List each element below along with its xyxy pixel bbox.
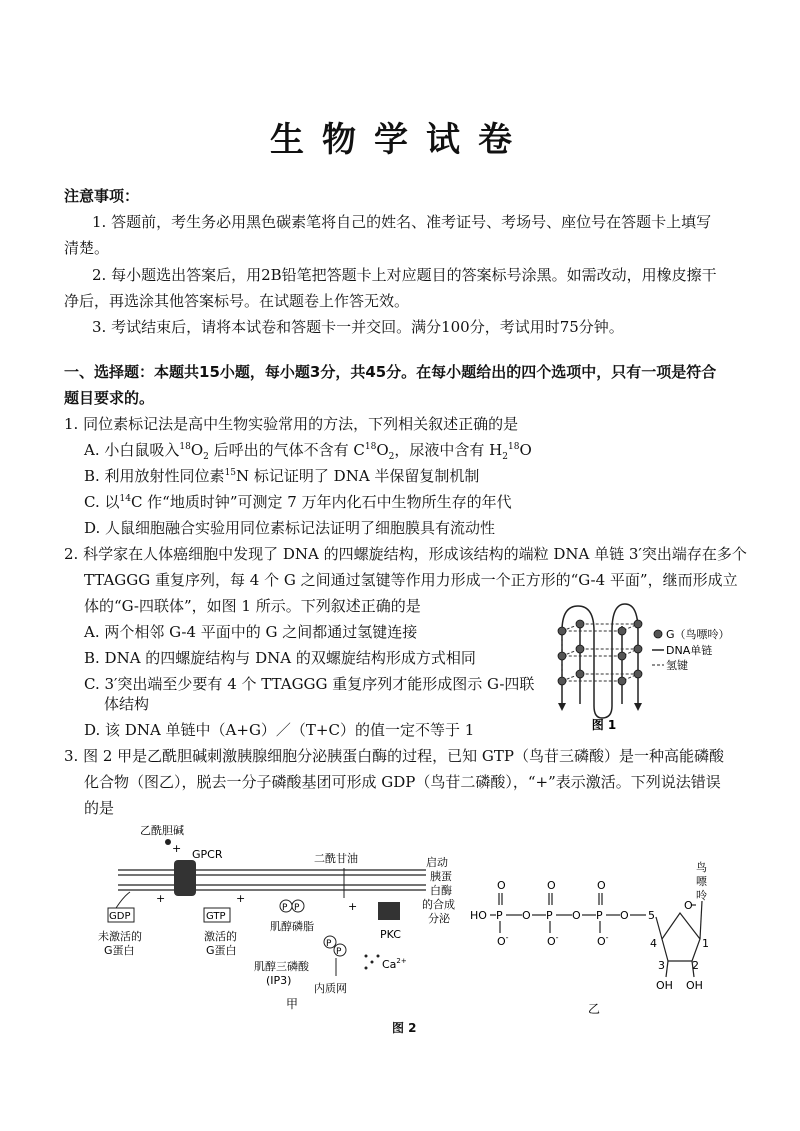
section-1-heading: 一、选择题：本题共15小题，每小题3分，共45分。在每小题给出的四个选项中，只有一项是符合 <box>64 363 717 381</box>
svg-text:的合成: 的合成 <box>422 898 455 911</box>
q2-option-a: A. 两个相邻 G-4 平面中的 G 之间都通过氢键连接 <box>84 623 418 641</box>
figure-1-caption: 图 1 <box>591 718 617 732</box>
er-label: 内质网 <box>314 982 347 995</box>
svg-text:G蛋白: G蛋白 <box>104 944 135 957</box>
q2-stem-2: TTAGGG 重复序列，每 4 个 G 之间通过氢键等作用力形成一个正方形的“G-4 平面”，继而形成立 <box>84 571 738 589</box>
svg-text:2: 2 <box>692 959 699 972</box>
dag-label: 二酰甘油 <box>314 852 358 865</box>
q3-stem-2: 化合物（图乙），脱去一分子磷酸基团可形成 GDP（鸟苷二磷酸），“+”表示激活。下列说法错误 <box>84 773 721 791</box>
ip3-label: 肌醇三磷酸 <box>254 960 309 973</box>
gpcr-label: GPCR <box>192 848 223 861</box>
svg-text:O: O <box>597 879 606 892</box>
svg-text:分泌: 分泌 <box>428 912 450 925</box>
notice-item-2-cont: 净后，再选涂其他答案标号。在试题卷上作答无效。 <box>64 292 410 310</box>
q2-option-c-cont: 体结构 <box>104 695 150 713</box>
q1-option-a: A. 小白鼠吸入$^{18}O_2$ 后呼出的气体不含有 $C^{18}O_2$，尿液中含有 $H_2^{18}O$ <box>84 441 532 462</box>
figure-1-g-quadruplex <box>540 596 740 736</box>
figure-2-caption: 图 2 <box>392 1021 417 1035</box>
svg-text:O-: O- <box>597 933 609 948</box>
notice-item-1: 1. 答题前，考生务必用黑色碳素笔将自己的姓名、准考证号、考场号、座位号在答题卡上填写 <box>92 213 712 231</box>
svg-text:5: 5 <box>648 909 655 922</box>
svg-text:OH: OH <box>656 979 673 992</box>
figure-2-label-yi: 乙 <box>588 1002 601 1015</box>
svg-text:+: + <box>236 892 246 905</box>
svg-text:P: P <box>336 947 342 957</box>
svg-text:+: + <box>156 892 166 905</box>
svg-text:启动: 启动 <box>426 856 448 869</box>
notice-heading: 注意事项： <box>64 187 140 205</box>
gpcr-receptor-icon <box>174 860 196 896</box>
ca-label: $Ca^{2+}$ <box>382 957 407 971</box>
q2-option-c: C. 3′突出端至少要有 4 个 TTAGGG 重复序列才能形成图示 G-四联 <box>84 675 535 693</box>
svg-text:O: O <box>547 879 556 892</box>
svg-text:O-: O- <box>547 933 559 948</box>
q1-option-d: D. 人鼠细胞融合实验用同位素标记法证明了细胞膜具有流动性 <box>84 519 496 537</box>
svg-text:胰蛋: 胰蛋 <box>430 870 452 883</box>
page-title: 生物学试卷 <box>270 120 530 160</box>
svg-text:1: 1 <box>702 937 709 950</box>
svg-text:(IP3): (IP3) <box>266 974 292 987</box>
svg-text:P: P <box>282 903 288 913</box>
svg-text:4: 4 <box>650 937 657 950</box>
gdp-label: GDP <box>109 911 131 922</box>
svg-text:P: P <box>546 909 553 922</box>
q1-stem: 1. 同位素标记法是高中生物实验常用的方法，下列相关叙述正确的是 <box>64 415 519 433</box>
svg-text:O: O <box>572 909 581 922</box>
q2-option-d: D. 该 DNA 单链中（A+G）／（T+C）的值一定不等于 1 <box>84 721 475 739</box>
svg-text:P: P <box>326 939 332 949</box>
ach-label: 乙酰胆碱 <box>140 824 184 837</box>
svg-text:HO: HO <box>470 909 487 922</box>
svg-text:+: + <box>348 900 358 913</box>
svg-text:鸟: 鸟 <box>696 861 707 874</box>
q3-stem-1: 3. 图 2 甲是乙酰胆碱刺激胰腺细胞分泌胰蛋白酶的过程，已知 GTP（鸟苷三磷酸）是一种高能磷酸 <box>64 747 725 765</box>
q2-stem-3: 体的“G-四联体”，如图 1 所示。下列叙述正确的是 <box>84 597 421 615</box>
q2-option-b: B. DNA 的四螺旋结构与 DNA 的双螺旋结构形成方式相同 <box>84 649 476 667</box>
ach-molecule-icon <box>165 839 171 845</box>
svg-text:G蛋白: G蛋白 <box>206 944 237 957</box>
notice-item-2: 2. 每小题选出答案后，用2B铅笔把答题卡上对应题目的答案标号涂黑。如需改动，用橡皮擦干 <box>92 266 717 284</box>
svg-text:OH: OH <box>686 979 703 992</box>
legend-hbond-label: 氢键 <box>666 659 688 672</box>
pkc-icon <box>378 902 400 920</box>
q1-option-b: B. 利用放射性同位素$^{15}$N 标记证明了 DNA 半保留复制机制 <box>84 467 480 485</box>
figure-2-yi-gtp-structure <box>470 855 750 1015</box>
q2-stem-1: 2. 科学家在人体癌细胞中发现了 DNA 的四螺旋结构，形成该结构的端粒 DNA 单链 3′突出端存在多个 <box>64 545 747 563</box>
svg-text:呤: 呤 <box>696 889 707 902</box>
legend-dna-label: DNA单链 <box>666 644 713 657</box>
pip2-label: 肌醇磷脂 <box>270 920 314 933</box>
svg-text:P: P <box>294 903 300 913</box>
q1-option-c: C. 以$^{14}$C 作“地质时钟”可测定 7 万年内化石中生物所生存的年代 <box>84 493 512 511</box>
svg-text:白酶: 白酶 <box>430 884 452 897</box>
legend-g-label: G（鸟嘌呤） <box>666 628 730 641</box>
svg-text:P: P <box>596 909 603 922</box>
svg-text:O: O <box>522 909 531 922</box>
svg-text:嘌: 嘌 <box>696 875 707 888</box>
pkc-label: PKC <box>380 928 401 941</box>
svg-text:激活的: 激活的 <box>204 930 237 943</box>
notice-item-1-cont: 清楚。 <box>64 239 110 257</box>
svg-text:O: O <box>497 879 506 892</box>
svg-text:未激活的: 未激活的 <box>98 930 142 943</box>
figure-2-label-jia: 甲 <box>286 997 299 1011</box>
svg-text:O-: O- <box>497 933 509 948</box>
legend-g-icon <box>654 630 662 638</box>
svg-text:O: O <box>684 899 693 912</box>
figure-2-jia <box>96 818 466 1018</box>
q3-stem-3: 的是 <box>84 799 115 817</box>
notice-item-3: 3. 考试结束后，请将本试卷和答题卡一并交回。满分100分，考试用时75分钟。 <box>92 318 624 336</box>
gtp-label: GTP <box>206 911 226 922</box>
svg-text:3: 3 <box>658 959 665 972</box>
svg-text:+: + <box>172 842 182 855</box>
svg-text:O: O <box>620 909 629 922</box>
svg-text:P: P <box>496 909 503 922</box>
section-1-heading-cont: 题目要求的。 <box>64 389 155 407</box>
